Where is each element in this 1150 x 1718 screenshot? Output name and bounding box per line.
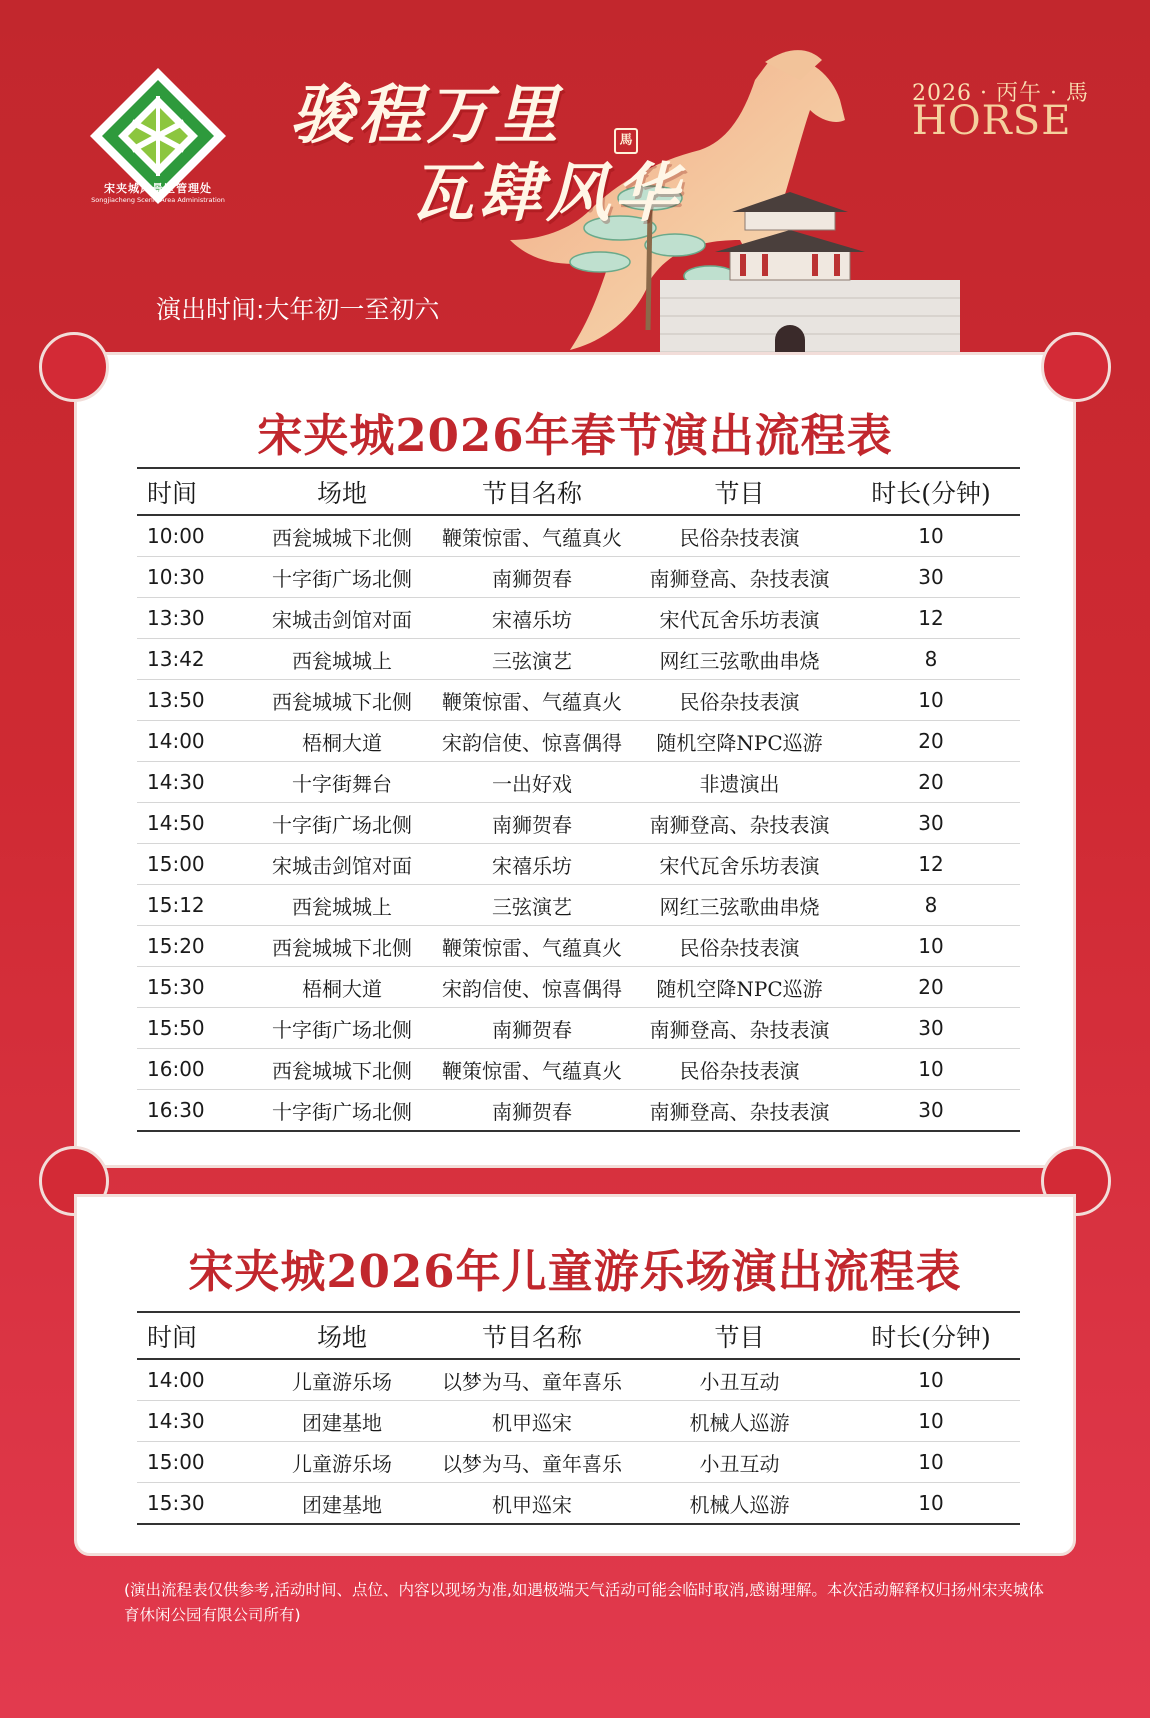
table-row xyxy=(137,598,1020,639)
cell-time: 16:30 xyxy=(137,1090,257,1132)
main-schedule-body xyxy=(137,515,1020,1131)
col-header-program: 节目 xyxy=(637,468,842,515)
cell-time: 15:20 xyxy=(137,926,257,967)
cell-venue: 十字街舞台 xyxy=(257,762,427,803)
cell-program: 随机空降NPC巡游 xyxy=(637,967,842,1008)
ticket-notch-top-right xyxy=(1041,332,1111,402)
cell-duration: 20 xyxy=(842,967,1020,1008)
main-schedule-card xyxy=(74,352,1076,1168)
cell-venue: 十字街广场北侧 xyxy=(257,557,427,598)
cell-time: 14:30 xyxy=(137,762,257,803)
table-row xyxy=(137,1049,1020,1090)
col-header-program: 节目 xyxy=(637,1312,842,1359)
cell-program: 网红三弦歌曲串烧 xyxy=(637,885,842,926)
cell-time: 15:50 xyxy=(137,1008,257,1049)
cell-name: 鞭策惊雷、气蕴真火 xyxy=(427,1049,637,1090)
cell-venue: 宋城击剑馆对面 xyxy=(257,598,427,639)
cell-name: 机甲巡宋 xyxy=(427,1483,637,1525)
cell-venue: 西瓮城城下北侧 xyxy=(257,926,427,967)
cell-duration: 10 xyxy=(842,1359,1020,1401)
cell-duration: 30 xyxy=(842,557,1020,598)
cell-venue: 十字街广场北侧 xyxy=(257,803,427,844)
cell-program: 民俗杂技表演 xyxy=(637,926,842,967)
cell-duration: 20 xyxy=(842,762,1020,803)
cell-program: 南狮登高、杂技表演 xyxy=(637,803,842,844)
cell-duration: 30 xyxy=(842,803,1020,844)
cell-time: 15:00 xyxy=(137,844,257,885)
cell-venue: 西瓮城城下北侧 xyxy=(257,1049,427,1090)
cell-duration: 8 xyxy=(842,639,1020,680)
cell-name: 宋韵信使、惊喜偶得 xyxy=(427,721,637,762)
cell-program: 机械人巡游 xyxy=(637,1483,842,1525)
table-header-row xyxy=(137,468,1020,515)
col-header-time: 时间 xyxy=(137,468,257,515)
cell-name: 以梦为马、童年喜乐 xyxy=(427,1442,637,1483)
cell-duration: 30 xyxy=(842,1008,1020,1049)
table-row xyxy=(137,926,1020,967)
cell-name: 鞭策惊雷、气蕴真火 xyxy=(427,926,637,967)
cell-venue: 儿童游乐场 xyxy=(257,1359,427,1401)
cell-time: 15:30 xyxy=(137,967,257,1008)
year-tag: 2026 · 丙午 · 馬 xyxy=(912,81,1089,106)
cell-venue: 西瓮城城下北侧 xyxy=(257,680,427,721)
col-header-name: 节目名称 xyxy=(427,468,637,515)
cell-name: 南狮贺春 xyxy=(427,803,637,844)
cell-program: 网红三弦歌曲串烧 xyxy=(637,639,842,680)
col-header-duration: 时长(分钟) xyxy=(842,468,1020,515)
table-row xyxy=(137,803,1020,844)
cell-venue: 西瓮城城下北侧 xyxy=(257,515,427,557)
table-row xyxy=(137,1442,1020,1483)
cell-time: 15:12 xyxy=(137,885,257,926)
cell-duration: 10 xyxy=(842,515,1020,557)
cell-duration: 8 xyxy=(842,885,1020,926)
cell-name: 机甲巡宋 xyxy=(427,1401,637,1442)
cell-name: 南狮贺春 xyxy=(427,1008,637,1049)
cell-duration: 10 xyxy=(842,1483,1020,1525)
cell-program: 民俗杂技表演 xyxy=(637,680,842,721)
table-row xyxy=(137,967,1020,1008)
cell-program: 宋代瓦舍乐坊表演 xyxy=(637,598,842,639)
cell-venue: 团建基地 xyxy=(257,1483,427,1525)
cell-program: 民俗杂技表演 xyxy=(637,1049,842,1090)
cell-time: 14:00 xyxy=(137,1359,257,1401)
cell-venue: 十字街广场北侧 xyxy=(257,1090,427,1132)
cell-program: 南狮登高、杂技表演 xyxy=(637,1090,842,1132)
footer-note: (演出流程表仅供参考,活动时间、点位、内容以现场为准,如遇极端天气活动可能会临时取消,感谢理解。本次活动解释权归扬州宋夹城体育休闲公园有限公司所有) xyxy=(124,1581,1044,1624)
cell-venue: 梧桐大道 xyxy=(257,721,427,762)
table-header-row xyxy=(137,1312,1020,1359)
cell-program: 南狮登高、杂技表演 xyxy=(637,557,842,598)
cell-duration: 30 xyxy=(842,1090,1020,1132)
col-header-name: 节目名称 xyxy=(427,1312,637,1359)
col-header-duration: 时长(分钟) xyxy=(842,1312,1020,1359)
table-row xyxy=(137,885,1020,926)
main-schedule-title: 宋夹城2026年春节演出流程表 xyxy=(257,409,893,462)
cell-venue: 西瓮城城上 xyxy=(257,639,427,680)
cell-duration: 20 xyxy=(842,721,1020,762)
cell-name: 南狮贺春 xyxy=(427,1090,637,1132)
cell-program: 机械人巡游 xyxy=(637,1401,842,1442)
cell-program: 小丑互动 xyxy=(637,1442,842,1483)
slogan-line-2: 瓦肆风华 xyxy=(410,156,682,231)
slogan-line-1: 骏程万里 xyxy=(290,78,562,153)
table-row xyxy=(137,680,1020,721)
cell-program: 随机空降NPC巡游 xyxy=(637,721,842,762)
logo-english-name: Songjiacheng Scenic Area Administration xyxy=(91,196,225,204)
cell-venue: 十字街广场北侧 xyxy=(257,1008,427,1049)
cell-duration: 12 xyxy=(842,598,1020,639)
cell-time: 14:50 xyxy=(137,803,257,844)
main-schedule-table xyxy=(137,467,1020,1132)
cell-venue: 宋城击剑馆对面 xyxy=(257,844,427,885)
cell-name: 鞭策惊雷、气蕴真火 xyxy=(427,680,637,721)
table-row xyxy=(137,844,1020,885)
kids-schedule-body xyxy=(137,1359,1020,1524)
cell-program: 非遗演出 xyxy=(637,762,842,803)
cell-duration: 10 xyxy=(842,680,1020,721)
cell-program: 宋代瓦舍乐坊表演 xyxy=(637,844,842,885)
cell-duration: 10 xyxy=(842,1401,1020,1442)
cell-name: 南狮贺春 xyxy=(427,557,637,598)
cell-name: 一出好戏 xyxy=(427,762,637,803)
cell-time: 14:00 xyxy=(137,721,257,762)
col-header-time: 时间 xyxy=(137,1312,257,1359)
cell-venue: 团建基地 xyxy=(257,1401,427,1442)
cell-name: 宋韵信使、惊喜偶得 xyxy=(427,967,637,1008)
table-row xyxy=(137,1483,1020,1525)
col-header-venue: 场地 xyxy=(257,468,427,515)
table-row xyxy=(137,515,1020,557)
cell-name: 鞭策惊雷、气蕴真火 xyxy=(427,515,637,557)
horse-word: HORSE xyxy=(912,98,1072,144)
cell-duration: 12 xyxy=(842,844,1020,885)
table-row xyxy=(137,1008,1020,1049)
cell-duration: 10 xyxy=(842,926,1020,967)
cell-time: 15:30 xyxy=(137,1483,257,1525)
cell-name: 宋禧乐坊 xyxy=(427,598,637,639)
table-row xyxy=(137,1401,1020,1442)
kids-schedule-card xyxy=(74,1194,1076,1556)
logo-name: 宋夹城风景区管理处 xyxy=(104,182,212,195)
cell-time: 13:42 xyxy=(137,639,257,680)
cell-venue: 梧桐大道 xyxy=(257,967,427,1008)
cell-time: 14:30 xyxy=(137,1401,257,1442)
show-time: 演出时间:大年初一至初六 xyxy=(156,295,440,324)
kids-schedule-title: 宋夹城2026年儿童游乐场演出流程表 xyxy=(188,1245,962,1298)
cell-time: 15:00 xyxy=(137,1442,257,1483)
table-row xyxy=(137,1090,1020,1132)
cell-program: 南狮登高、杂技表演 xyxy=(637,1008,842,1049)
cell-time: 13:30 xyxy=(137,598,257,639)
cell-duration: 10 xyxy=(842,1442,1020,1483)
cell-duration: 10 xyxy=(842,1049,1020,1090)
ticket-notch-top-left xyxy=(39,332,109,402)
kids-schedule-table xyxy=(137,1311,1020,1525)
cell-venue: 儿童游乐场 xyxy=(257,1442,427,1483)
cell-name: 以梦为马、童年喜乐 xyxy=(427,1359,637,1401)
cell-program: 民俗杂技表演 xyxy=(637,515,842,557)
cell-name: 三弦演艺 xyxy=(427,639,637,680)
cell-name: 三弦演艺 xyxy=(427,885,637,926)
cell-time: 13:50 xyxy=(137,680,257,721)
cell-program: 小丑互动 xyxy=(637,1359,842,1401)
table-row xyxy=(137,639,1020,680)
col-header-venue: 场地 xyxy=(257,1312,427,1359)
table-row xyxy=(137,762,1020,803)
cell-name: 宋禧乐坊 xyxy=(427,844,637,885)
cell-venue: 西瓮城城上 xyxy=(257,885,427,926)
cell-time: 10:00 xyxy=(137,515,257,557)
table-row xyxy=(137,1359,1020,1401)
header-banner xyxy=(0,0,1150,360)
horse-seal-icon: 馬 xyxy=(614,128,638,154)
cell-time: 16:00 xyxy=(137,1049,257,1090)
cell-time: 10:30 xyxy=(137,557,257,598)
table-row xyxy=(137,557,1020,598)
table-row xyxy=(137,721,1020,762)
